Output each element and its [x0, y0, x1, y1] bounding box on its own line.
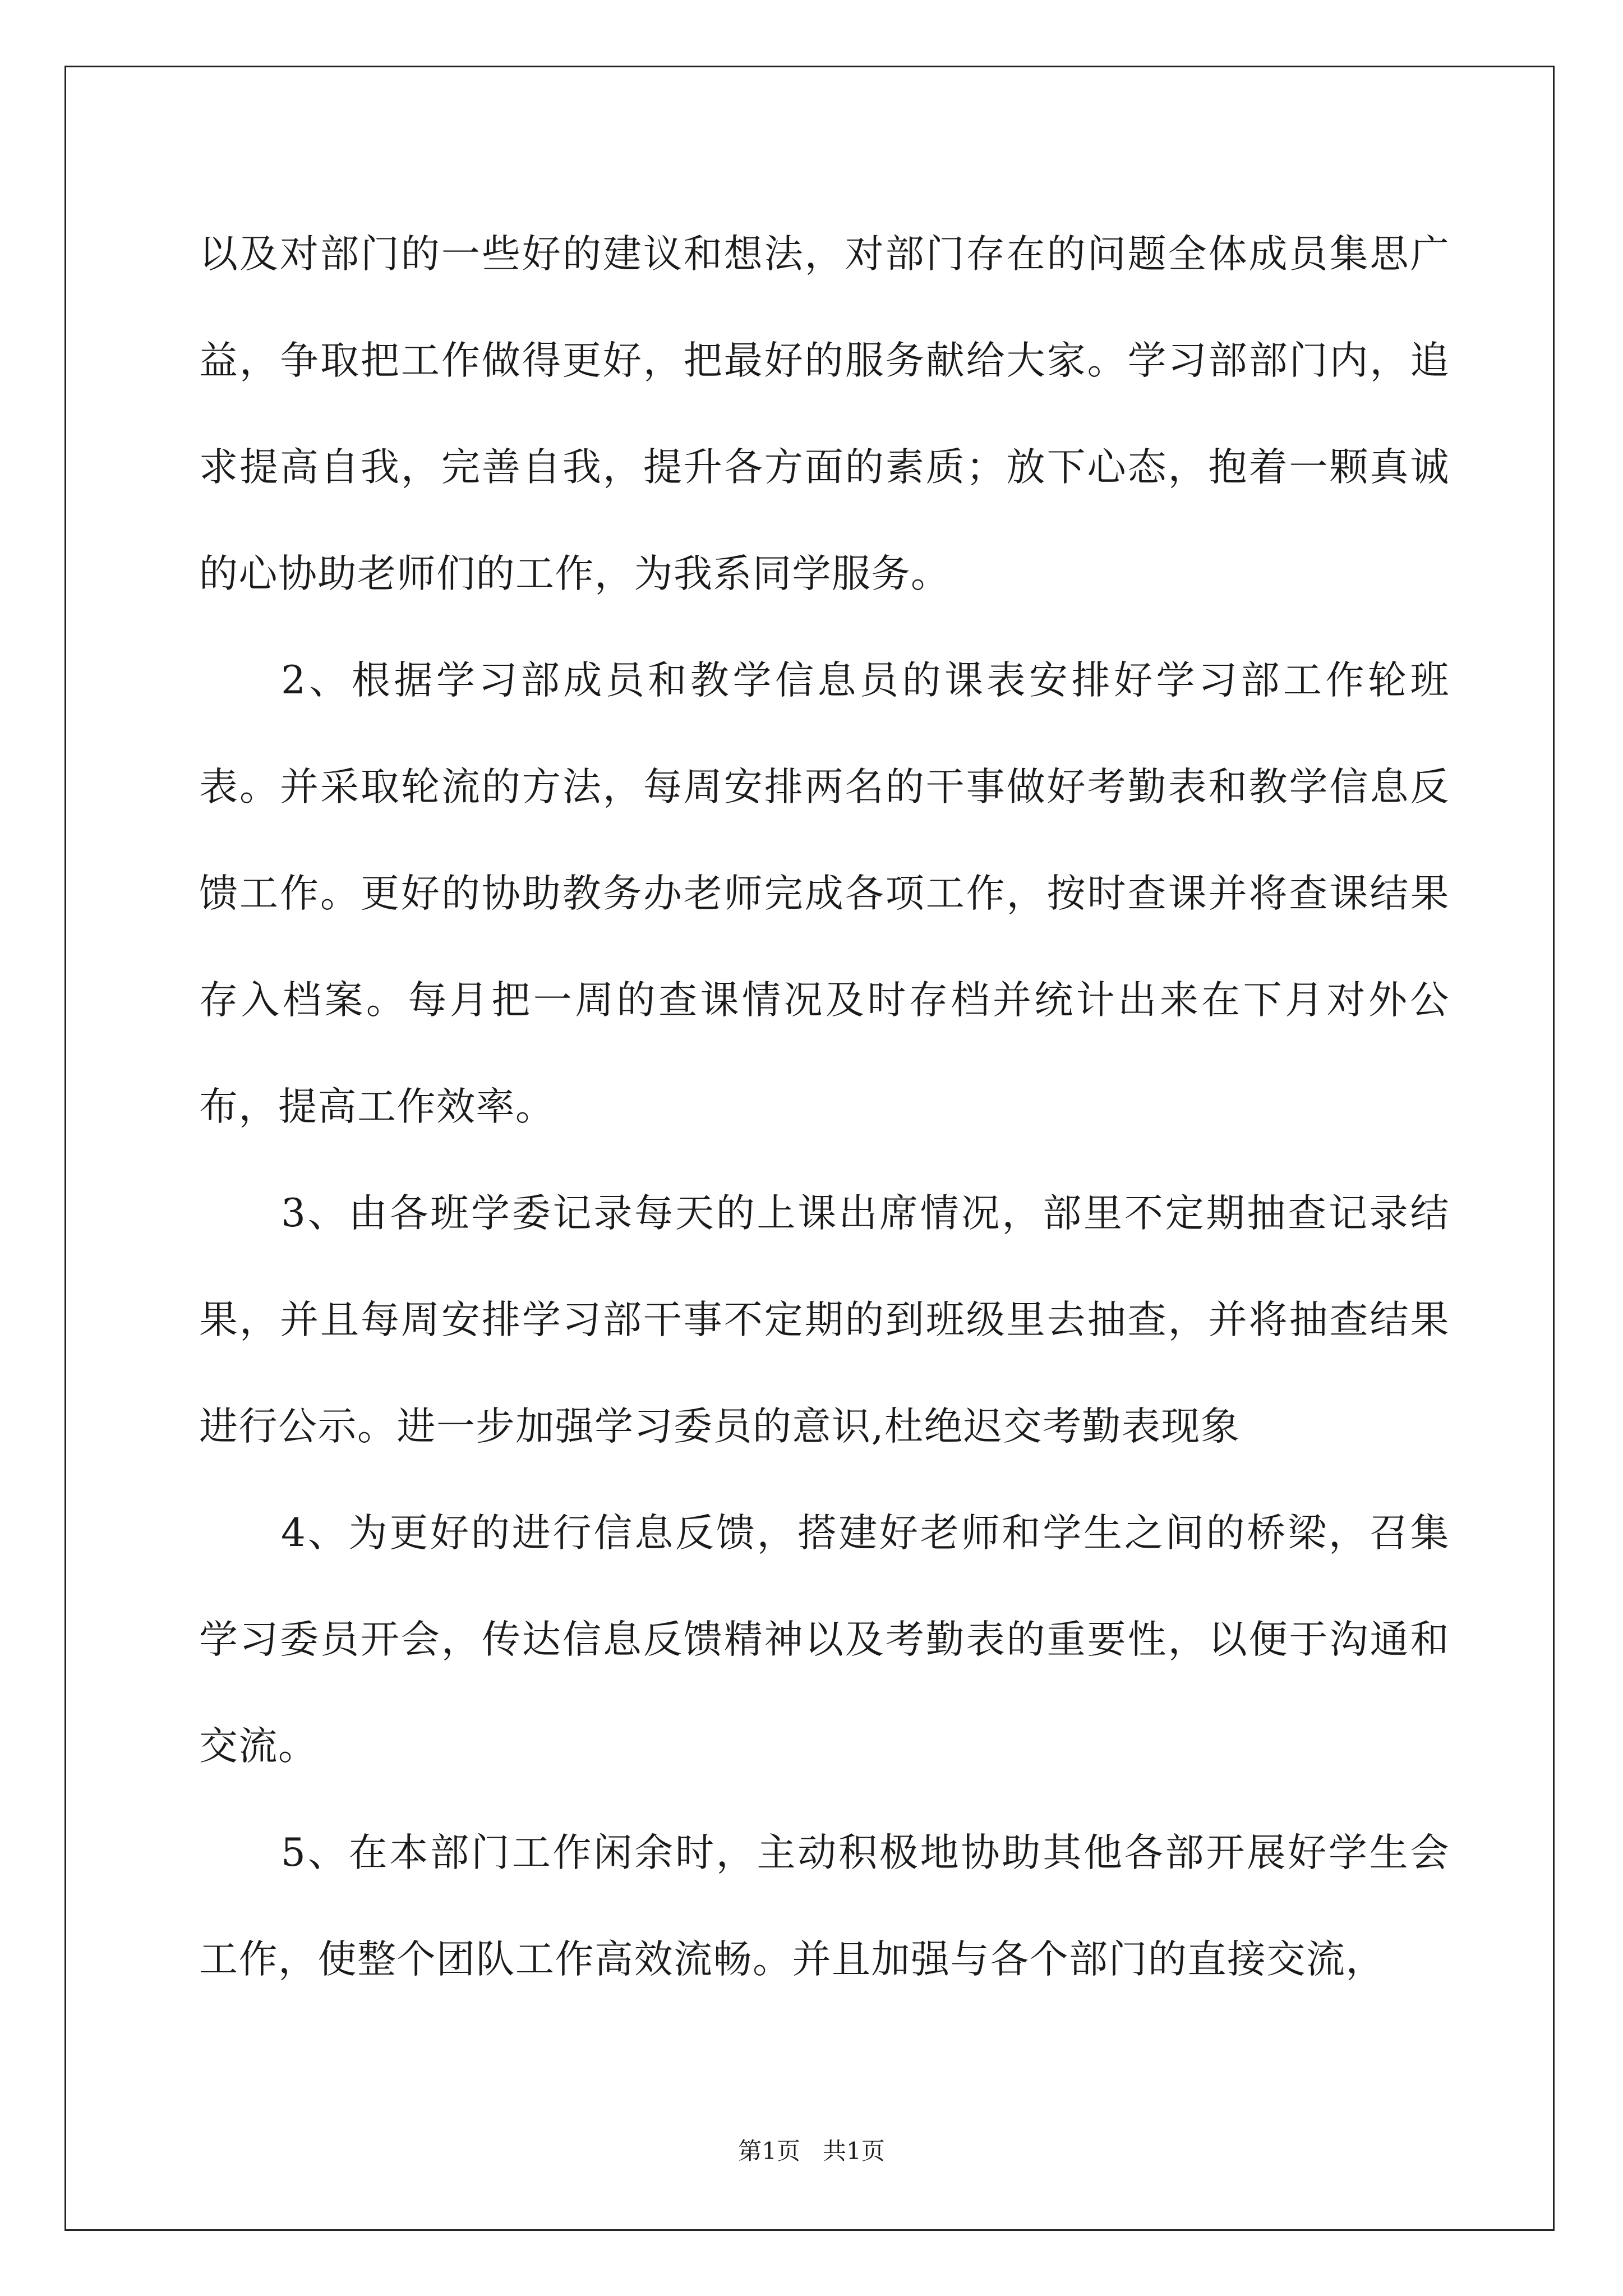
page-total: 共1页	[823, 2137, 885, 2165]
paragraph-1: 以及对部门的一些好的建议和想法，对部门存在的问题全体成员集思广益，争取把工作做得更好，把最好的服务献给大家。学习部部门内，追求提高自我，完善自我，提升各方面的素质；放下心态，抱着一颗真诚的心协助老师们的工作，为我系同学服务。	[199, 232, 1450, 596]
page-number: 第1页	[738, 2137, 800, 2165]
document-body	[199, 201, 1450, 2013]
paragraph-5: 5、在本部门工作闲余时，主动积极地协助其他各部开展好学生会工作，使整个团队工作高效流畅。并且加强与各个部门的直接交流，	[199, 1830, 1450, 1982]
paragraph-3: 3、由各班学委记录每天的上课出席情况，部里不定期抽查记录结果，并且每周安排学习部干事不定期的到班级里去抽查，并将抽查结果进行公示。进一步加强学习委员的意识,杜绝迟交考勤表现象	[199, 1191, 1450, 1449]
page-footer	[0, 2134, 1623, 2168]
footer-gap	[800, 2137, 823, 2165]
paragraph-2: 2、根据学习部成员和教学信息员的课表安排好学习部工作轮班表。并采取轮流的方法，每周安排两名的干事做好考勤表和教学信息反馈工作。更好的协助教务办老师完成各项工作，按时查课并将查课结果存入档案。每月把一周的查课情况及时存档并统计出来在下月对外公布，提高工作效率。	[199, 658, 1450, 1129]
paragraph-4: 4、为更好的进行信息反馈，搭建好老师和学生之间的桥梁，召集学习委员开会，传达信息反馈精神以及考勤表的重要性，以便于沟通和交流。	[199, 1511, 1450, 1769]
